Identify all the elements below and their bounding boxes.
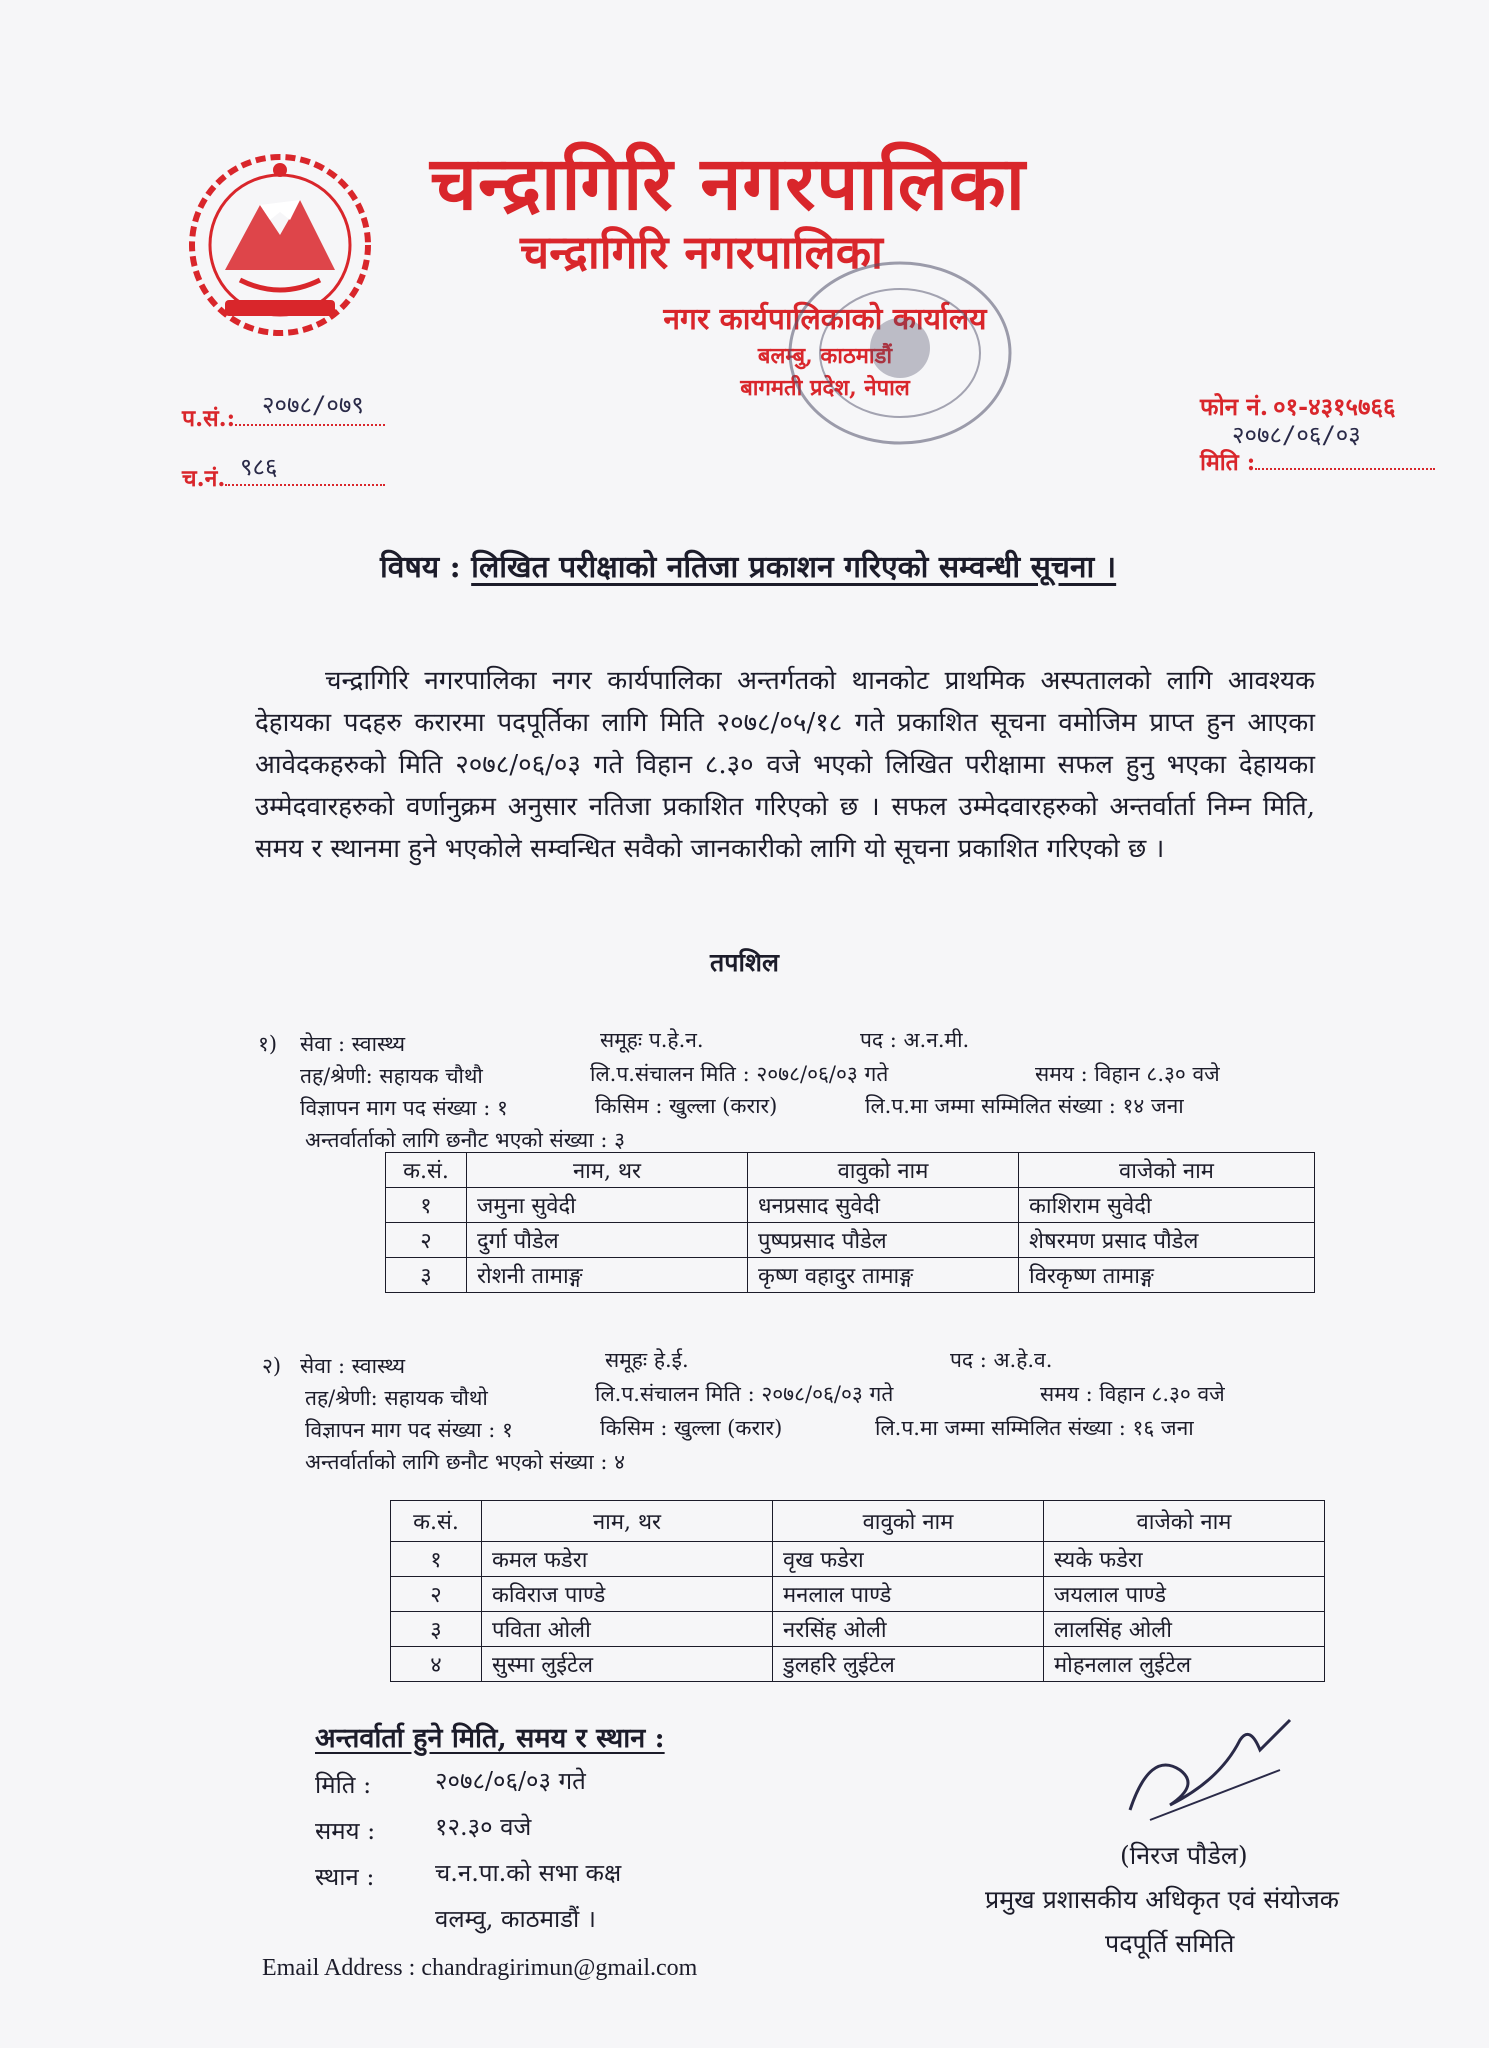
section1-pad: पद : अ.न.मी.: [860, 1028, 970, 1052]
section2-type: किसिम : खुल्ला (करार): [600, 1416, 783, 1440]
date-label: मिति :: [1200, 449, 1256, 476]
email-address: Email Address : chandragirimun@gmail.com: [262, 1955, 698, 1981]
office-stamp-icon: [770, 248, 1030, 458]
table-row: १ कमल फडेरा वृख फडेरा स्यके फडेरा: [391, 1542, 1325, 1577]
signatory-name: (निरज पौडेल): [1120, 1841, 1248, 1870]
section2-total: लि.प.मा जम्मा सम्मिलित संख्या : १६ जना: [875, 1416, 1194, 1440]
office-name: नगर कार्यपालिकाको कार्यालय: [663, 302, 987, 337]
table-header-row: [391, 1501, 1325, 1542]
subject-line: [380, 545, 1280, 586]
signature-icon: [1110, 1710, 1300, 1830]
section2-shortlisted: अन्तर्वार्ताको लागि छनौट भएको संख्या : ४: [305, 1450, 625, 1474]
col-father: वावुको नाम: [748, 1153, 1019, 1188]
phone-label: फोन नं.: [1200, 392, 1269, 421]
office-address-2: बागमती प्रदेश, नेपाल: [740, 375, 910, 401]
section1-exam-time: समय : विहान ८.३० वजे: [1035, 1062, 1220, 1086]
notice-body: [255, 660, 1315, 870]
ps-label: प.सं.:: [182, 405, 236, 432]
col-sn: क.सं.: [386, 1153, 467, 1188]
section2-results-table: [390, 1500, 1325, 1682]
col-grandfather: वाजेको नाम: [1044, 1501, 1325, 1542]
section1-total: लि.प.मा जम्मा सम्मिलित संख्या : १४ जना: [865, 1094, 1184, 1118]
interview-heading: अन्तर्वार्ता हुने मिति, समय र स्थान :: [315, 1723, 665, 1754]
section2-vacancy: विज्ञापन माग पद संख्या : १: [305, 1418, 513, 1442]
section1-taha: तह/श्रेणी: सहायक चौथौ: [300, 1064, 483, 1088]
nepal-emblem-icon: [185, 150, 375, 340]
section1-shortlisted: अन्तर्वार्ताको लागि छनौट भएको संख्या : ३: [305, 1128, 625, 1152]
interview-date-label: मिति :: [315, 1771, 372, 1799]
cn-label: च.नं.: [182, 465, 226, 492]
signatory-committee: पदपूर्ति समिति: [1105, 1929, 1235, 1958]
subject-label: विषय :: [380, 550, 461, 585]
col-father: वावुको नाम: [773, 1501, 1044, 1542]
interview-place-value-2: वलम्वु, काठमाडौं ।: [435, 1905, 596, 1933]
section1-results-table: [385, 1152, 1315, 1293]
signatory-title: प्रमुख प्रशासकीय अधिकृत एवं संयोजक: [985, 1885, 1339, 1914]
letter-date-value: २०७८/०६/०३: [1232, 421, 1361, 449]
interview-place-value-1: च.न.पा.को सभा कक्ष: [435, 1859, 622, 1887]
col-sn: क.सं.: [391, 1501, 482, 1542]
col-name: नाम, थर: [467, 1153, 748, 1188]
section1-type: किसिम : खुल्ला (करार): [595, 1094, 778, 1118]
section2-exam-date: लि.प.संचालन मिति : २०७८/०६/०३ गते: [595, 1382, 894, 1406]
section1-exam-date: लि.प.संचालन मिति : २०७८/०६/०३ गते: [590, 1062, 889, 1086]
table-row: ४ सुस्मा लुईटेल डुलहरि लुईटेल मोहनलाल लुईटेल: [391, 1647, 1325, 1682]
office-address-1: बलम्बु, काठमाडौं: [757, 343, 893, 369]
table-row: ३ पविता ओली नरसिंह ओली लालसिंह ओली: [391, 1612, 1325, 1647]
letter-date: [1200, 444, 1435, 477]
section2-pad: पद : अ.हे.व.: [950, 1348, 1053, 1372]
section1-samuha: समूहः प.हे.न.: [600, 1028, 704, 1052]
section2-samuha: समूहः हे.ई.: [605, 1348, 689, 1372]
phone-value: ०१-४३१५७६६: [1273, 392, 1396, 421]
interview-date-value: २०७८/०६/०३ गते: [435, 1767, 586, 1795]
notice-body-text: चन्द्रागिरि नगरपालिका नगर कार्यपालिका अन्तर्गतको थानकोट प्राथमिक अस्पतालको लागि आवश्यक देहायका पदहरु करारमा पदपूर्तिका लागि मिति २०७८/०५/१८ गते प्रकाशित सूचना वमोजिम प्राप्त हुन आएका आवेदकहरुको मिति २०७८/०६/०३ गते विहान ८.३० वजे भएको लिखित परीक्षामा सफल हुनु भएका देहायका उम्मेदवारहरुको वर्णानुक्रम अनुसार नतिजा प्रकाशित गरिएको छ । सफल उम्मेदवारहरुको अन्तर्वार्ता निम्न मिति, समय र स्थानमा हुने भएकोले सम्वन्धित सवैको जानकारीको लागि यो सूचना प्रकाशित गरिएको छ ।: [255, 666, 1315, 864]
section2-sewa: सेवा : स्वास्थ्य: [300, 1354, 406, 1378]
section2-taha: तह/श्रेणी: सहायक चौथो: [305, 1386, 488, 1410]
interview-place-label: स्थान :: [315, 1863, 375, 1891]
section2-exam-time: समय : विहान ८.३० वजे: [1040, 1382, 1225, 1406]
reference-cn: [182, 460, 385, 493]
municipality-title: चन्द्रागिरि नगरपालिका: [430, 141, 1026, 227]
ps-value: २०७८/०७९: [262, 391, 364, 419]
col-name: नाम, थर: [482, 1501, 773, 1542]
table-header-row: [386, 1153, 1315, 1188]
col-grandfather: वाजेको नाम: [1019, 1153, 1315, 1188]
interview-time-value: १२.३० वजे: [435, 1813, 532, 1841]
details-heading: तपशिल: [710, 948, 779, 977]
municipality-subtitle: चन्द्रागिरि नगरपालिका: [520, 225, 883, 279]
section1-sewa: सेवा : स्वास्थ्य: [300, 1032, 406, 1056]
section1-vacancy: विज्ञापन माग पद संख्या : १: [300, 1096, 508, 1120]
table-row: २ दुर्गा पौडेल पुष्पप्रसाद पौडेल शेषरमण प्रसाद पौडेल: [386, 1223, 1315, 1258]
subject-text: लिखित परीक्षाको नतिजा प्रकाशन गरिएको सम्वन्धी सूचना ।: [471, 550, 1117, 585]
interview-time-label: समय :: [315, 1817, 376, 1845]
cn-value: ९८६: [240, 453, 278, 481]
section2-num: २): [262, 1354, 282, 1378]
table-row: २ कविराज पाण्डे मनलाल पाण्डे जयलाल पाण्डे: [391, 1577, 1325, 1612]
section1-num: १): [258, 1032, 278, 1056]
table-row: १ जमुना सुवेदी धनप्रसाद सुवेदी काशिराम सुवेदी: [386, 1188, 1315, 1223]
table-row: ३ रोशनी तामाङ्ग कृष्ण वहादुर तामाङ्ग विरकृष्ण तामाङ्ग: [386, 1258, 1315, 1293]
